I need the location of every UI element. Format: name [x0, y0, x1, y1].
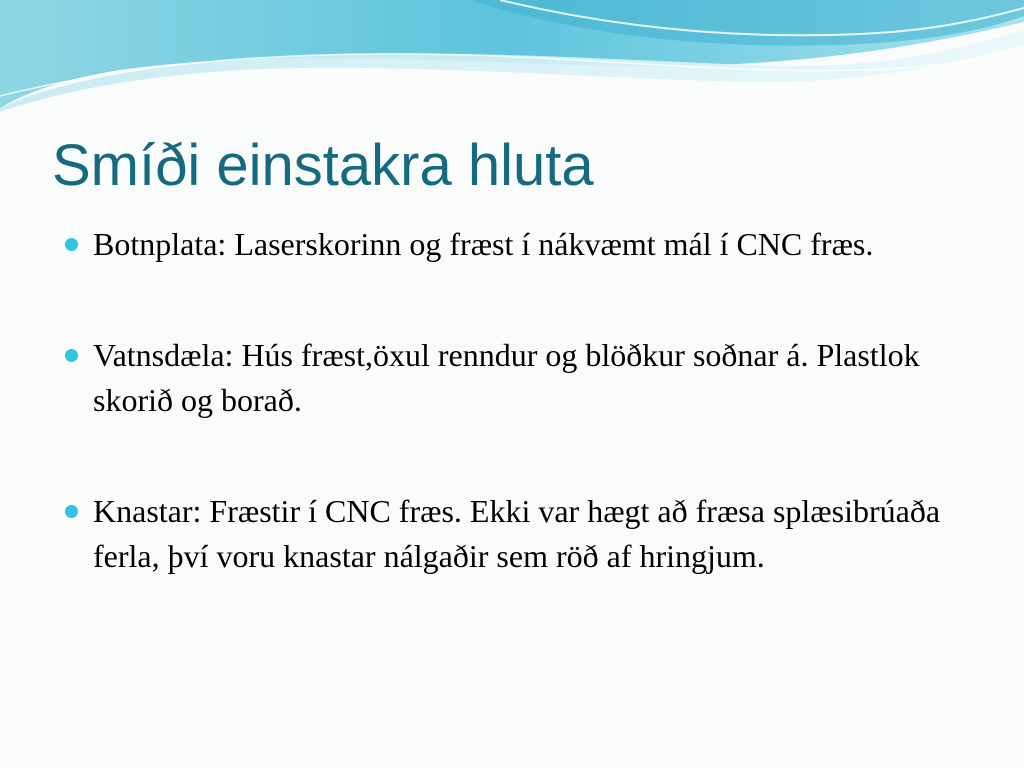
bullet-text: Vatnsdæla: Hús fræst,öxul renndur og blöðkur soðnar á. Plastlok skorið og borað. — [93, 337, 920, 418]
bullet-text: Knastar: Fræstir í CNC fræs. Ekki var hægt að fræsa splæsibrúaða ferla, því voru knastar nálgaðir sem röð af hringjum. — [93, 493, 941, 574]
bullet-dot-icon — [65, 505, 78, 518]
slide-title: Smíði einstakra hluta — [52, 133, 594, 198]
bullet-dot-icon — [65, 238, 78, 251]
bullet-text: Botnplata: Laserskorinn og fræst í nákvæmt mál í CNC fræs. — [93, 226, 874, 262]
bullet-list — [62, 222, 982, 645]
bullet-item-vatnsdaela — [62, 333, 982, 423]
header-wave-decoration — [0, 0, 1024, 130]
bullet-item-botnplata — [62, 222, 982, 267]
bullet-dot-icon — [65, 349, 78, 362]
bullet-item-knastar — [62, 489, 982, 579]
